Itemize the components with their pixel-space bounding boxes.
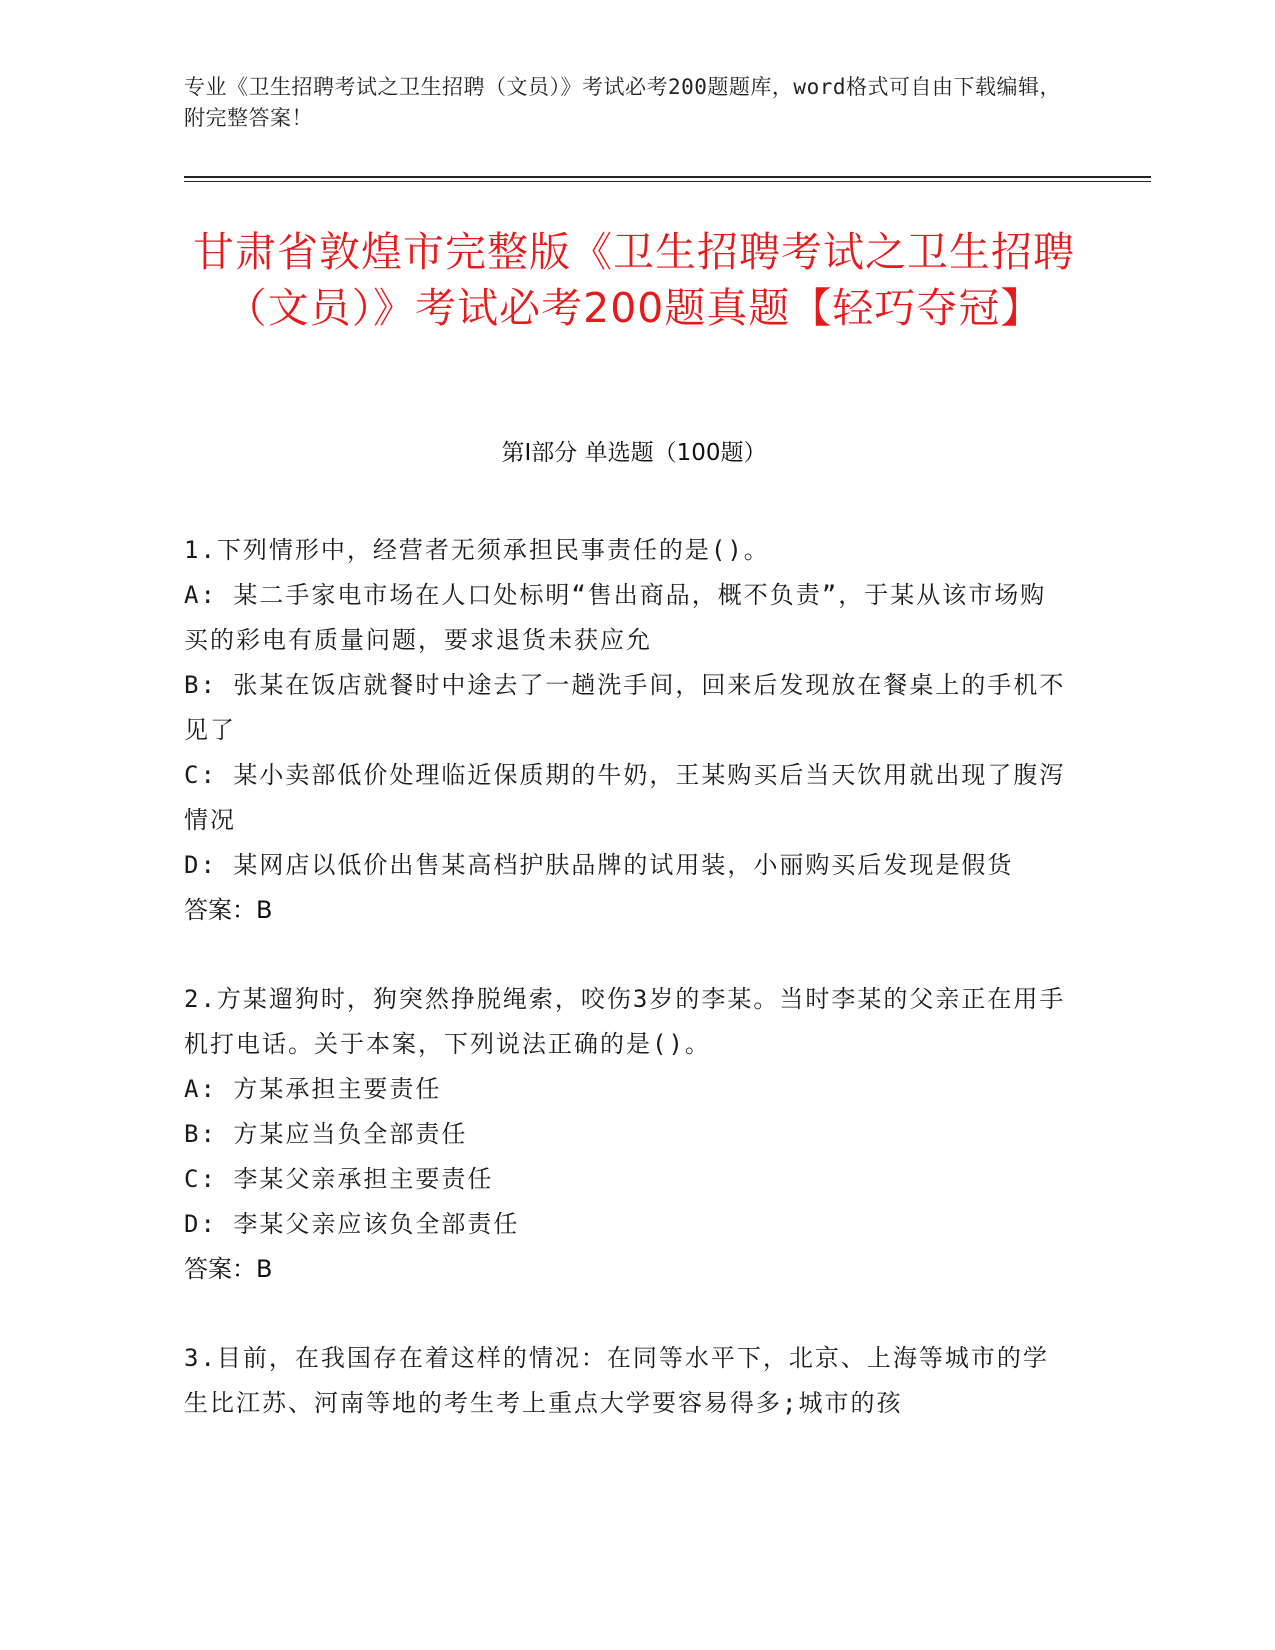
option-c: C: 某小卖部低价处理临近保质期的牛奶，王某购买后当天饮用就出现了腹泻情况 [184, 761, 1066, 834]
answer-label: 答案：B [184, 1255, 273, 1283]
question-2 [184, 977, 1066, 1292]
option-d: D: 李某父亲应该负全部责任 [184, 1210, 520, 1238]
question-stem: 1.下列情形中，经营者无须承担民事责任的是()。 [184, 536, 770, 564]
question-list [184, 528, 1066, 1470]
question-stem: 3.目前，在我国存在着这样的情况：在同等水平下，北京、上海等城市的学生比江苏、河南等地的考生考上重点大学要容易得多;城市的孩 [184, 1344, 1049, 1417]
question-3 [184, 1336, 1066, 1426]
option-b: B: 张某在饭店就餐时中途去了一趟洗手间，回来后发现放在餐桌上的手机不见了 [184, 671, 1066, 744]
document-title: 甘肃省敦煌市完整版《卫生招聘考试之卫生招聘（文员）》考试必考200题真题【轻巧夺冠】 [193, 228, 1075, 332]
option-b: B: 方某应当负全部责任 [184, 1120, 468, 1148]
option-a: A: 某二手家电市场在人口处标明“售出商品，概不负责”，于某从该市场购买的彩电有质量问题，要求退货未获应允 [184, 581, 1047, 654]
answer-label: 答案：B [184, 896, 273, 924]
header-note: 专业《卫生招聘考试之卫生招聘（文员）》考试必考200题题库，word格式可自由下载编辑，附完整答案！ [184, 75, 1061, 130]
section-title: 第I部分 单选题（100题） [501, 440, 767, 466]
header-divider-thin [184, 181, 1151, 182]
option-a: A: 方某承担主要责任 [184, 1075, 442, 1103]
question-stem: 2.方某遛狗时，狗突然挣脱绳索，咬伤3岁的李某。当时李某的父亲正在用手机打电话。关于本案，下列说法正确的是()。 [184, 985, 1066, 1058]
question-1 [184, 528, 1066, 933]
header-divider-thick [184, 176, 1151, 178]
option-c: C: 李某父亲承担主要责任 [184, 1165, 494, 1193]
option-d: D: 某网店以低价出售某高档护肤品牌的试用装，小丽购买后发现是假货 [184, 851, 1014, 879]
